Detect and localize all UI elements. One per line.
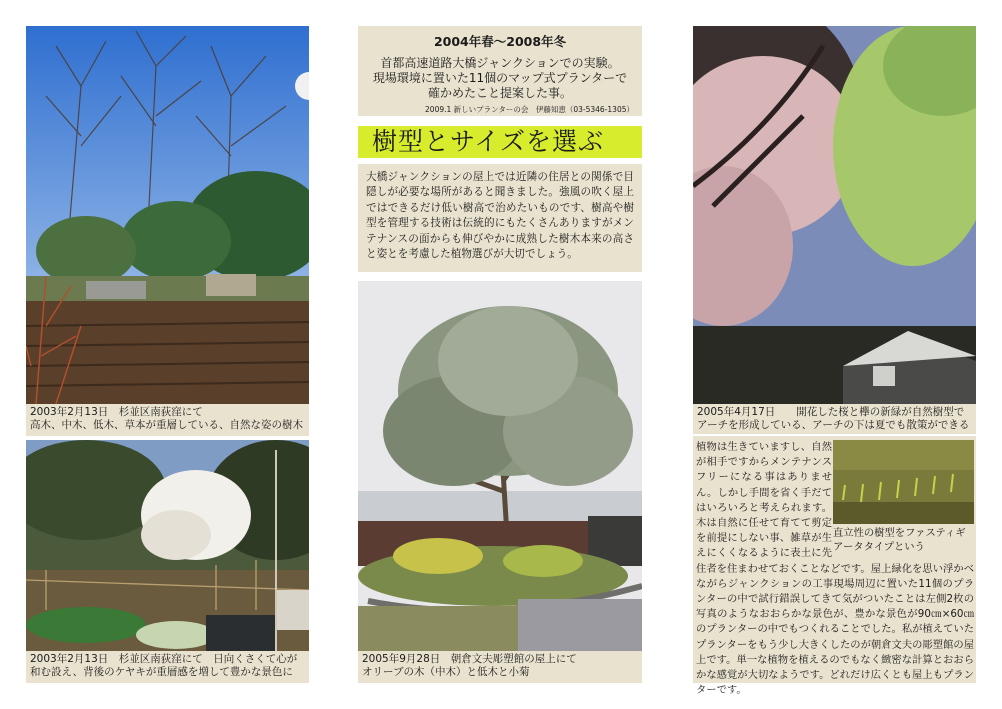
intro-line: 首都高速道路大橋ジャンクションでの実験。 [380, 56, 620, 70]
caption-line: アーチを形成している、アーチの下は夏でも散策ができる [697, 419, 970, 431]
right-body-content: 植物は生きていますし、自然が相手ですからメンテナンスフリーになる事はありません。しかし手間を省く手だてはいろいろと考えられます。木は自然に任せて育てて剪定を前提にしない事、雑草が生えにくくなるように表土に先住者を住まわせておくことなどです。屋上緑化を思い浮かべながらジャンクションの工事現場周辺に置いた11個のプランターの中で試行錯誤してきて気がついたことは左側2枚の写真のようなおおらかな景色が、豊かな景色が90㎝×60㎝のプランターの中でもつくれることでした。私が植えていたプランターをもう少し大きくしたのが朝倉文夫の彫塑館の屋上です。単一な植物を植えるのでもなく緻密な計算とおおらかな感覚が大切なようです。どれだけ広くとも屋上もプランターです。 [696, 441, 974, 697]
photo-olive-tree-rooftop [358, 281, 642, 651]
caption-line: 高木、中木、低木、草本が重層している、自然な姿の樹木 [30, 419, 303, 431]
caption-line: オリーブの木（中木）と低木と小菊 [362, 666, 530, 678]
caption-box-left-top [26, 404, 309, 436]
photo-plum-garden [26, 440, 309, 651]
caption-box-left-bottom [26, 651, 309, 683]
photo-winter-trees-field [26, 26, 309, 404]
section-title: 樹型とサイズを選ぶ [358, 126, 642, 158]
caption-line: 和む設え、背後のケヤキが重層感を増して豊かな景色に [30, 666, 293, 678]
intro-line: 確かめたこと提案した事。 [427, 86, 572, 100]
period-heading: 2004年春〜2008年冬 [433, 34, 567, 49]
intro-text [358, 56, 642, 101]
photo-cherry-blossom-arch [693, 26, 976, 404]
caption-line: 2005年9月28日 朝倉文夫彫塑館の屋上にて [362, 653, 577, 665]
caption-box-right-top [693, 404, 976, 434]
caption-line: 2003年2月13日 杉並区南荻窪にて [30, 406, 203, 418]
right-body-text [696, 440, 974, 697]
caption-line: 2003年2月13日 杉並区南荻窪にて 日向くさくて心が [30, 653, 298, 665]
caption-line: 2005年4月17日 開花した桜と欅の新緑が自然樹型で [697, 406, 965, 418]
center-body-text: 大橋ジャンクションの屋上では近隣の住居との関係で目隠しが必要な場所があると聞きました。強風の吹く屋上ではできるだけ低い樹高で治めたいものです、樹高や樹型を管理する技術は伝統的にもたくさんありますがメンテナンスの面からも伸びやかに成熟した樹木本来の高さと姿とを考慮した植物選びが大切でしょう。 [358, 164, 642, 272]
caption-box-center [358, 651, 642, 683]
header-box [358, 26, 642, 116]
small-photo-caption: 直立性の樹型をファスティギアータタイプという [833, 527, 966, 553]
intro-line: 現場環境に置いた11個のマップ式プランターで [372, 71, 628, 85]
text-wrap-spacer [832, 440, 974, 554]
credit-line: 2009.1 新しいプランターの会 伊藤知恵（03-5346-1305） [425, 105, 634, 114]
